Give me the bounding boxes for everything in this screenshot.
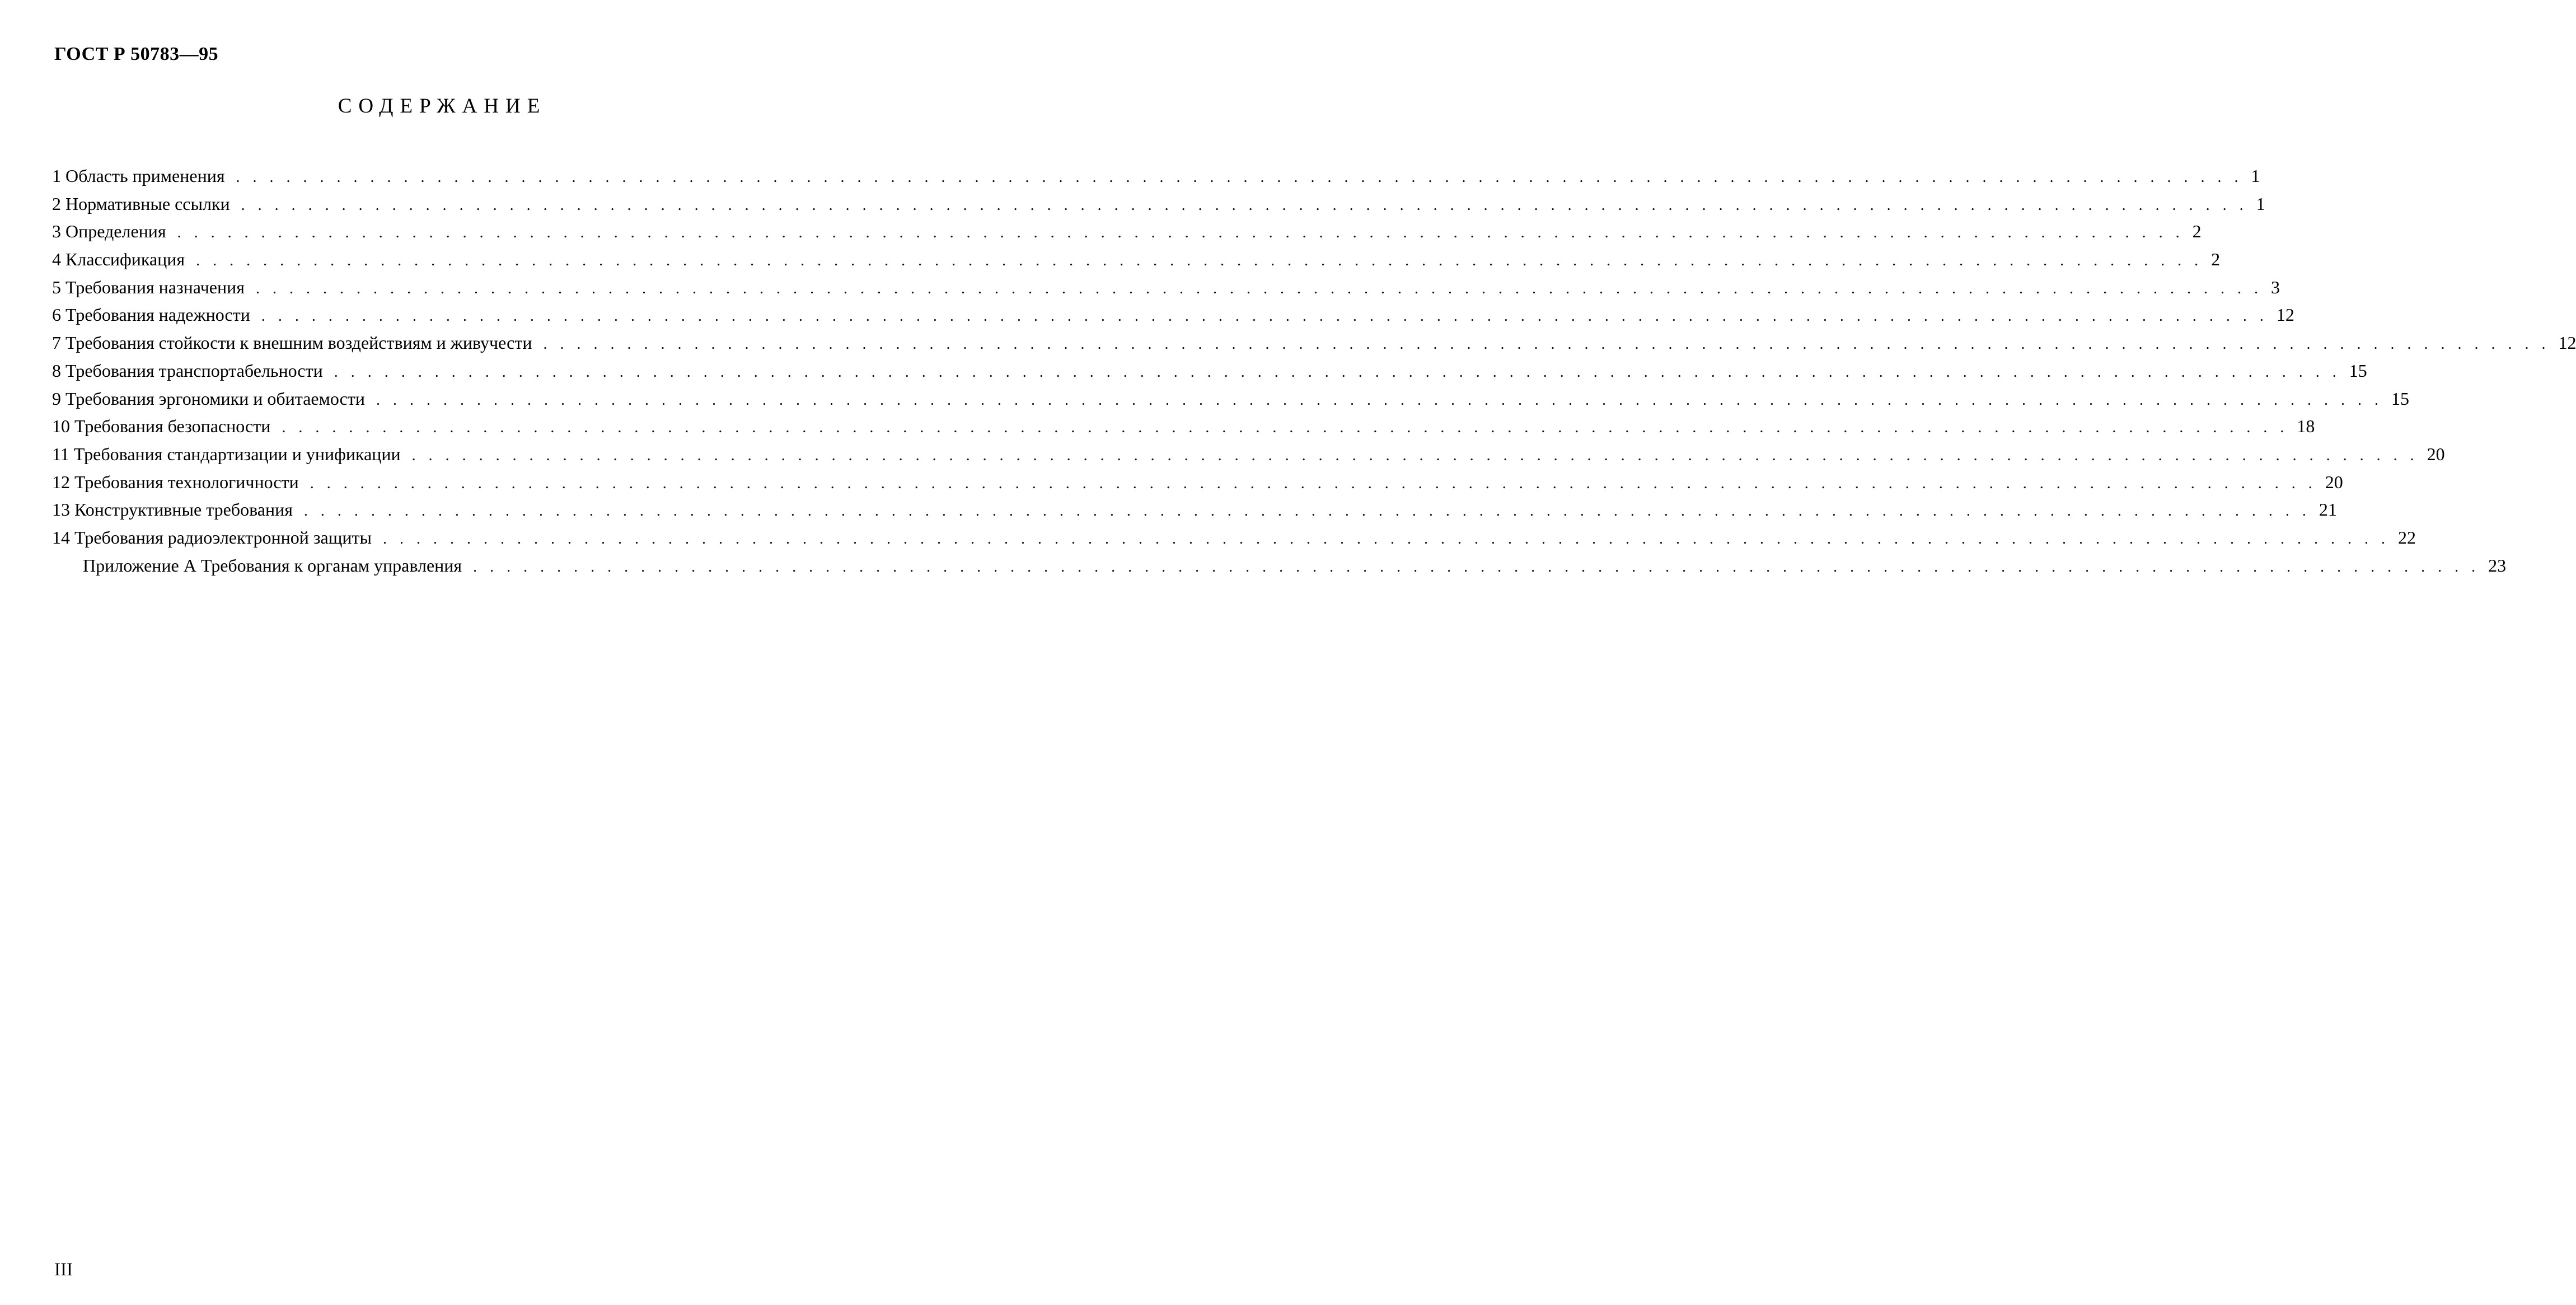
toc-entry[interactable] <box>52 301 2294 329</box>
toc-entry[interactable] <box>52 469 2343 497</box>
dot-leader: ........................................................................................................................ <box>334 363 2349 381</box>
toc-entry-page: 2 <box>2211 249 2221 270</box>
toc-entry-page: 3 <box>2270 277 2280 297</box>
toc-entry-label: 2 Нормативные ссылки <box>52 190 235 218</box>
standard-id: ГОСТ Р 50783—95 <box>54 44 219 64</box>
toc-entry-label: 10 Требования безопасности <box>52 413 275 441</box>
dot-leader: ........................................................................................................................ <box>382 530 2398 548</box>
toc-entry-page: 22 <box>2397 527 2416 548</box>
toc-entry-page: 18 <box>2297 416 2315 437</box>
dot-leader: ........................................................................................................................ <box>310 474 2325 492</box>
toc-entry[interactable] <box>52 246 2221 274</box>
table-of-contents <box>52 162 2576 579</box>
toc-entry[interactable] <box>52 329 2576 357</box>
dot-leader: ........................................................................................................................ <box>411 446 2427 464</box>
toc-entry-label: 7 Требования стойкости к внешним воздействиям и живучести <box>52 329 536 357</box>
toc-entry-page: 12 <box>2558 333 2576 353</box>
toc-entry[interactable] <box>52 274 2280 302</box>
toc-entry[interactable] <box>52 190 2265 218</box>
toc-entry[interactable] <box>52 218 2202 246</box>
toc-entry-page: 23 <box>2488 555 2507 576</box>
toc-entry-page: 15 <box>2349 360 2367 381</box>
page-number: III <box>54 1260 73 1280</box>
toc-entry-label: 14 Требования радиоэлектронной защиты <box>52 524 376 552</box>
dot-leader: ........................................................................................................................ <box>303 502 2319 520</box>
toc-entry-label: 12 Требования технологичности <box>52 469 303 497</box>
toc-entry-page: 1 <box>2256 193 2265 214</box>
dot-leader: ........................................................................................................................ <box>241 196 2256 214</box>
toc-entry-label: 4 Классификация <box>52 246 189 274</box>
toc-entry-page: 20 <box>2325 471 2343 492</box>
toc-entry-page: 1 <box>2251 166 2260 186</box>
toc-entry[interactable] <box>52 496 2337 524</box>
toc-entry-label: 3 Определения <box>52 218 171 246</box>
dot-leader: ........................................................................................................................ <box>177 224 2193 242</box>
toc-entry-page: 15 <box>2391 388 2409 409</box>
toc-entry[interactable] <box>52 413 2315 441</box>
toc-entry-label: 1 Область применения <box>52 162 230 190</box>
dot-leader: ........................................................................................................................ <box>196 252 2212 270</box>
dot-leader: ........................................................................................................................ <box>236 169 2251 186</box>
toc-entry-label: Приложение А Требования к органам управления <box>83 552 466 580</box>
toc-entry-label: 9 Требования эргономики и обитаемости <box>52 385 369 413</box>
toc-entry[interactable] <box>52 441 2445 469</box>
toc-entry-appendix[interactable] <box>52 552 2507 580</box>
dot-leader: ........................................................................................................................ <box>473 558 2489 576</box>
toc-entry-page: 20 <box>2427 443 2445 464</box>
toc-entry-label: 8 Требования транспортабельности <box>52 357 327 385</box>
toc-entry-page: 12 <box>2276 305 2294 325</box>
dot-leader: ........................................................................................................................ <box>261 307 2277 325</box>
toc-entry-label: 13 Конструктивные требования <box>52 496 297 524</box>
dot-leader: ........................................................................................................................ <box>255 279 2271 297</box>
toc-entry-page: 21 <box>2319 499 2337 520</box>
toc-entry[interactable] <box>52 162 2260 190</box>
toc-title: СОДЕРЖАНИЕ <box>338 95 547 118</box>
toc-entry-label: 5 Требования назначения <box>52 274 249 302</box>
toc-entry-label: 6 Требования надежности <box>52 301 255 329</box>
toc-entry[interactable] <box>52 357 2367 385</box>
dot-leader: ........................................................................................................................ <box>282 419 2297 437</box>
dot-leader: ........................................................................................................................ <box>543 335 2559 353</box>
toc-entry[interactable] <box>52 385 2409 413</box>
dot-leader: ........................................................................................................................ <box>376 391 2391 409</box>
toc-entry[interactable] <box>52 524 2416 552</box>
toc-entry-page: 2 <box>2192 221 2202 242</box>
toc-entry-label: 11 Требования стандартизации и унификации <box>52 441 405 469</box>
